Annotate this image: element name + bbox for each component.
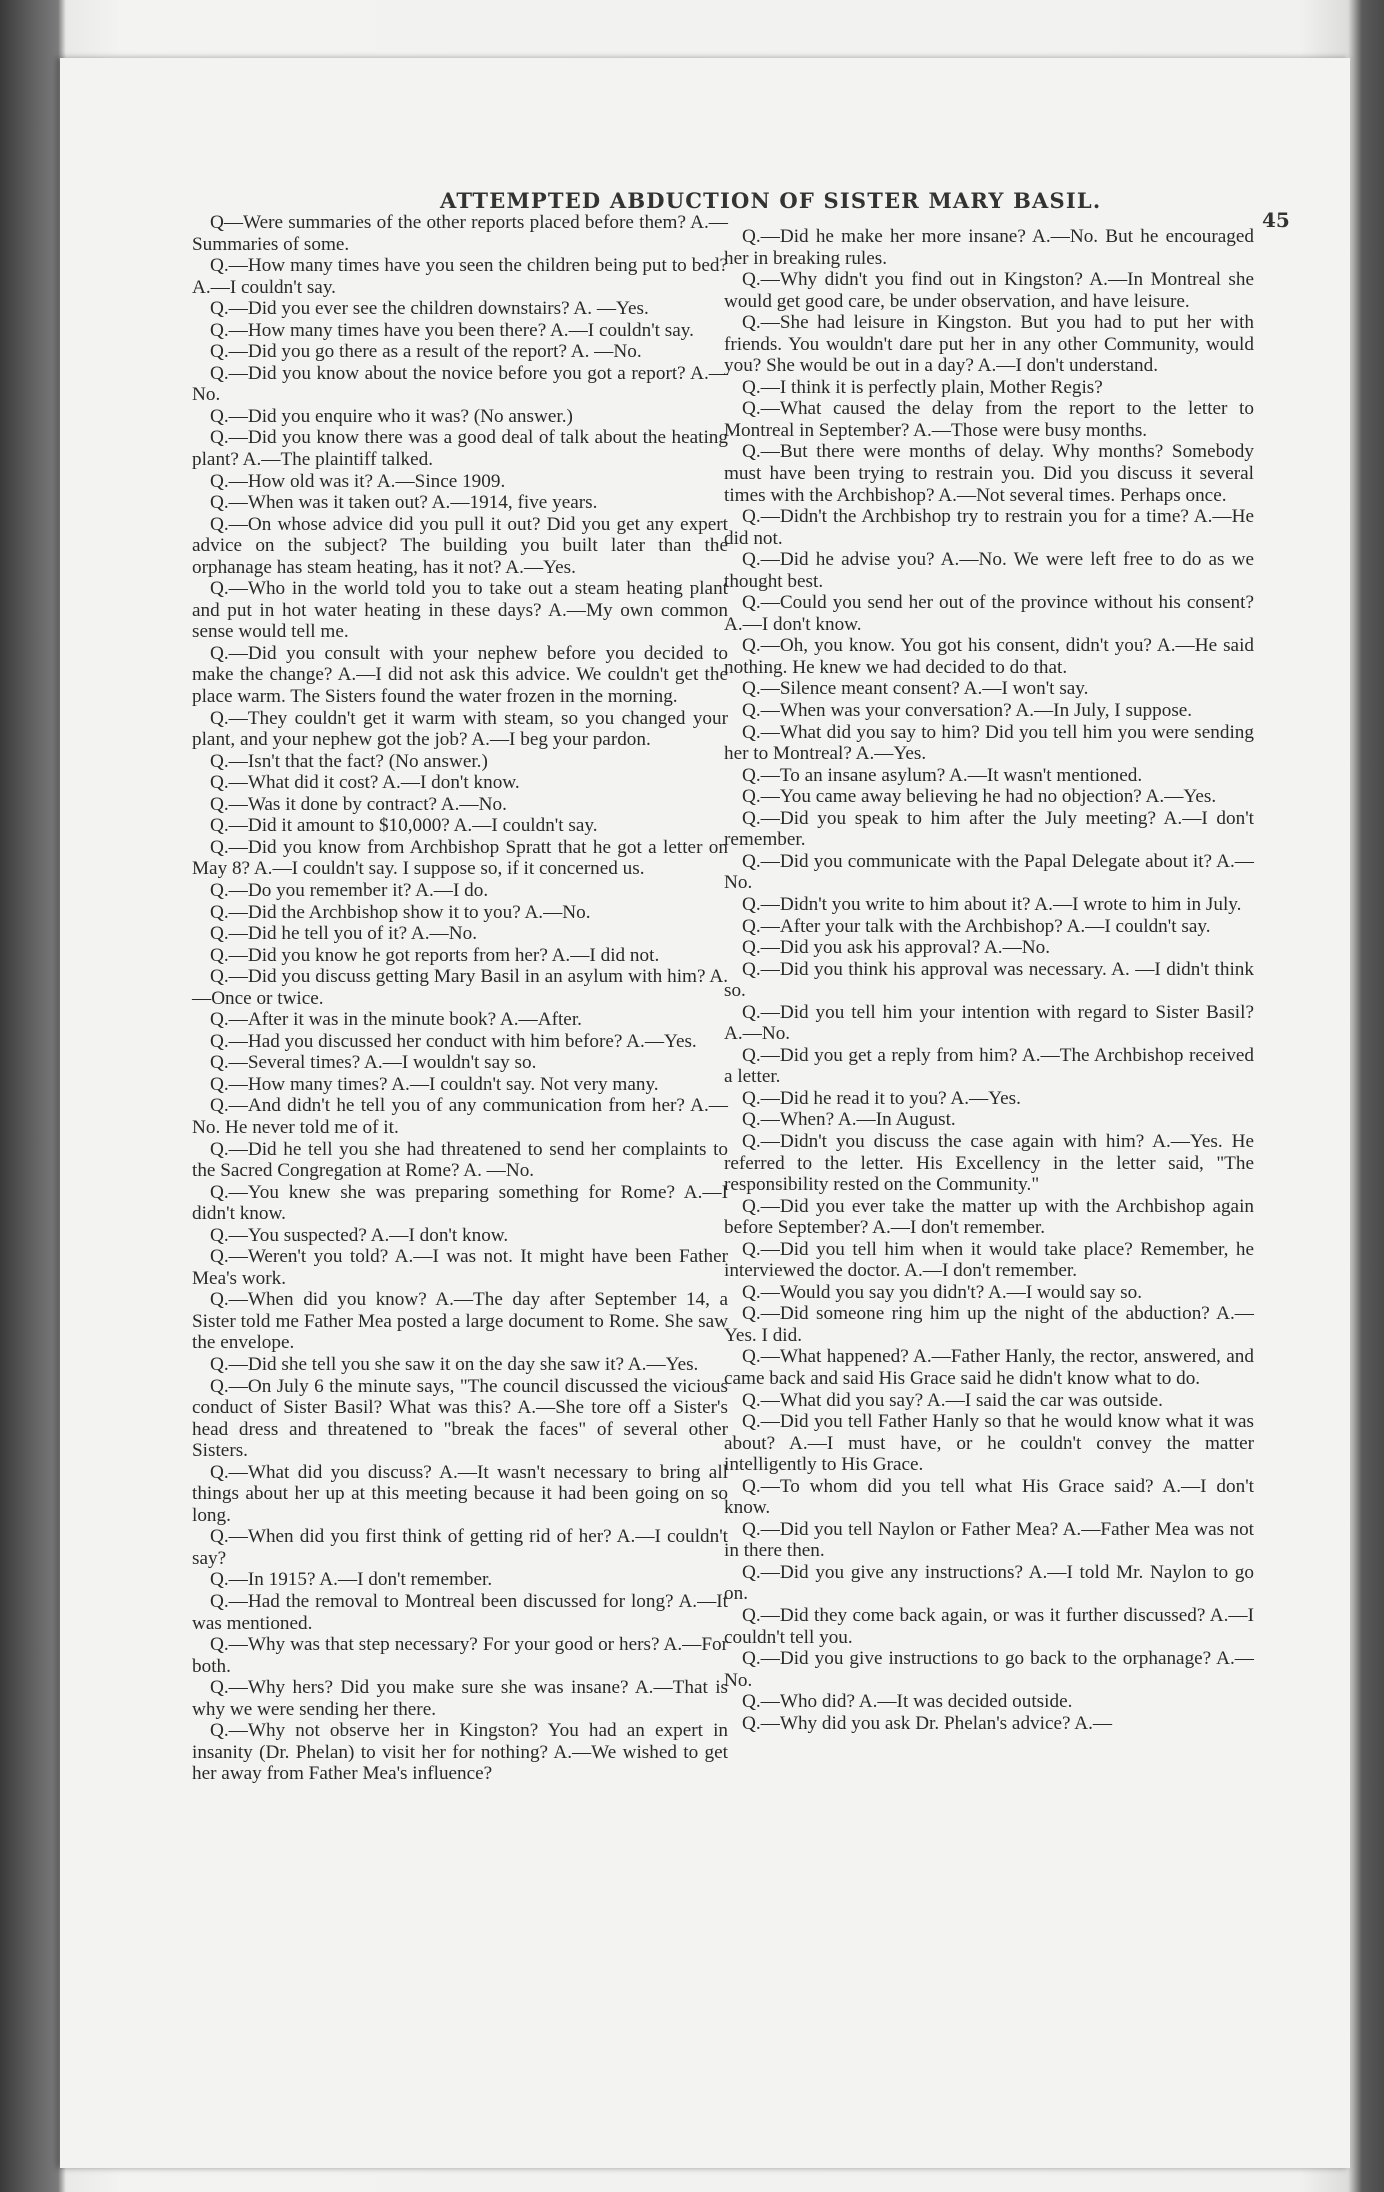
testimony-paragraph: Q.—When was your conversation? A.—In July, I suppose. (742, 700, 1193, 722)
testimony-paragraph: Q.—Did he tell you of it? A.—No. (210, 923, 477, 945)
testimony-paragraph: Q.—What did you say? A.—I said the car was outside. (742, 1389, 1163, 1411)
testimony-paragraph: Q.—Oh, you know. You got his consent, didn't you? A.—He said nothing. He knew we had decided to do that. (724, 635, 1254, 678)
testimony-paragraph: Q.—And didn't he tell you of any communication from her? A.—No. He never told me of it. (192, 1095, 728, 1138)
testimony-paragraph: Q.—When was it taken out? A.—1914, five years. (210, 492, 598, 514)
testimony-paragraph: Q.—Did you know there was a good deal of talk about the heating plant? A.—The plaintiff talked. (192, 427, 728, 471)
testimony-paragraph: Q.—Did they come back again, or was it further discussed? A.—I couldn't tell you. (724, 1605, 1254, 1648)
testimony-paragraph: Q.—After your talk with the Archbishop? A.—I couldn't say. (742, 915, 1211, 937)
left-column (192, 212, 728, 1785)
testimony-paragraph: Q.—Didn't you write to him about it? A.—I wrote to him in July. (742, 893, 1242, 915)
right-column (724, 226, 1254, 1734)
testimony-paragraph: Q.—How many times have you seen the children being put to bed? A.—I couldn't say. (192, 255, 728, 298)
testimony-paragraph: Q.—In 1915? A.—I don't remember. (210, 1569, 493, 1591)
testimony-paragraph: Q.—Did you think his approval was necessary. A. —I didn't think so. (724, 958, 1254, 1002)
testimony-paragraph: Q—Were summaries of the other reports placed before them? A.—Summaries of some. (192, 212, 728, 255)
testimony-paragraph: Q.—Did you know about the novice before you got a report? A.—No. (192, 362, 728, 406)
testimony-paragraph: Q.—Did you tell Naylon or Father Mea? A.—Father Mea was not in there then. (724, 1518, 1254, 1562)
testimony-paragraph: Q.—Did she tell you she saw it on the day she saw it? A.—Yes. (210, 1353, 699, 1375)
testimony-paragraph: Q.—On July 6 the minute says, "The council discussed the vicious conduct of Sister Basil? What was this? A.—She tore off a Sister's head dress and threatened to "break the faces" of several other Sisters. (192, 1375, 728, 1462)
testimony-paragraph: Q.—Did you give any instructions? A.—I told Mr. Naylon to go on. (724, 1561, 1254, 1605)
testimony-paragraph: Q.—Could you send her out of the province without his consent? A.—I don't know. (724, 592, 1254, 635)
testimony-paragraph: Q.—Would you say you didn't? A.—I would say so. (742, 1281, 1143, 1303)
testimony-paragraph: Q.—Why not observe her in Kingston? You had an expert in insanity (Dr. Phelan) to visit her for nothing? A.—We wished to get her away from Father Mea's influence? (192, 1720, 728, 1785)
testimony-paragraph: Q.—Had you discussed her conduct with him before? A.—Yes. (210, 1030, 697, 1052)
testimony-paragraph: Q.—Why did you ask Dr. Phelan's advice? A.— (742, 1712, 1113, 1734)
testimony-paragraph: Q.—To an insane asylum? A.—It wasn't mentioned. (742, 764, 1143, 786)
testimony-paragraph: Q.—Did you enquire who it was? (No answer.) (210, 405, 573, 427)
testimony-paragraph: Q.—Why hers? Did you make sure she was insane? A.—That is why we were sending her there. (192, 1677, 728, 1720)
testimony-paragraph: Q.—Why was that step necessary? For your good or hers? A.—For both. (192, 1634, 728, 1677)
testimony-paragraph: Q.—When did you first think of getting rid of her? A.—I couldn't say? (192, 1526, 728, 1569)
testimony-paragraph: Q.—You knew she was preparing something for Rome? A.—I didn't know. (192, 1181, 728, 1225)
testimony-paragraph: Q.—Silence meant consent? A.—I won't say. (742, 678, 1089, 700)
testimony-paragraph: Q.—What did it cost? A.—I don't know. (210, 772, 520, 794)
testimony-paragraph: Q.—Didn't the Archbishop try to restrain you for a time? A.—He did not. (724, 506, 1254, 549)
testimony-paragraph: Q.—She had leisure in Kingston. But you had to put her with friends. You wouldn't dare put her in any other Community, would you? She would be out in a day? A.—I don't understand. (724, 312, 1254, 377)
testimony-paragraph: Q.—Who in the world told you to take out a steam heating plant and put in hot water heating in these days? A.—My own common sense would tell me. (192, 578, 728, 643)
testimony-paragraph: Q.—I think it is perfectly plain, Mother Regis? (742, 376, 1103, 398)
testimony-paragraph: Q.—Isn't that the fact? (No answer.) (210, 750, 488, 772)
testimony-paragraph: Q.—Did you consult with your nephew before you decided to make the change? A.—I did not ask this advice. We couldn't get the place warm. The Sisters found the water frozen in the morning. (192, 642, 728, 708)
testimony-paragraph: Q.—Weren't you told? A.—I was not. It might have been Father Mea's work. (192, 1246, 728, 1289)
testimony-paragraph: Q.—You suspected? A.—I don't know. (210, 1224, 509, 1246)
testimony-paragraph: Q.—Several times? A.—I wouldn't say so. (210, 1052, 537, 1074)
testimony-paragraph: Q.—Did you ask his approval? A.—No. (742, 937, 1051, 959)
testimony-paragraph: Q.—Did it amount to $10,000? A.—I couldn't say. (210, 815, 598, 837)
testimony-paragraph: Q.—Who did? A.—It was decided outside. (742, 1691, 1073, 1713)
testimony-paragraph: Q.—Why didn't you find out in Kingston? A.—In Montreal she would get good care, be under observation, and have leisure. (724, 269, 1254, 312)
running-header: ATTEMPTED ABDUCTION OF SISTER MARY BASIL. (440, 188, 1102, 213)
testimony-paragraph: Q.—On whose advice did you pull it out? Did you get any expert advice on the subject? The building you built later than the orphanage has steam heating, has it not? A.—Yes. (192, 513, 728, 578)
testimony-paragraph: Q.—Was it done by contract? A.—No. (210, 793, 507, 815)
testimony-paragraph: Q.—What caused the delay from the report to the letter to Montreal in September? A.—Those were busy months. (724, 398, 1254, 441)
testimony-paragraph: Q.—After it was in the minute book? A.—After. (210, 1009, 582, 1031)
testimony-paragraph: Q.—Do you remember it? A.—I do. (210, 879, 489, 901)
testimony-paragraph: Q.—How many times have you been there? A.—I couldn't say. (210, 319, 694, 341)
testimony-paragraph: Q.—Did you know from Archbishop Spratt that he got a letter on May 8? A.—I couldn't say. I suppose so, if it concerned us. (192, 836, 728, 880)
testimony-paragraph: Q.—How old was it? A.—Since 1909. (210, 470, 506, 492)
testimony-paragraph: Q.—Did you give instructions to go back to the orphanage? A.—No. (724, 1648, 1254, 1691)
testimony-paragraph: Q.—Did you communicate with the Papal Delegate about it? A.—No. (724, 850, 1254, 894)
testimony-paragraph: Q.—Did you tell Father Hanly so that he would know what it was about? A.—I must have, or he couldn't convey the matter intelligently to His Grace. (724, 1411, 1254, 1476)
testimony-paragraph: Q.—Did you discuss getting Mary Basil in an asylum with him? A.—Once or twice. (192, 966, 728, 1009)
testimony-paragraph: Q.—Did you get a reply from him? A.—The Archbishop received a letter. (724, 1044, 1254, 1088)
testimony-paragraph: Q.—When? A.—In August. (742, 1109, 956, 1131)
testimony-paragraph: Q.—What did you discuss? A.—It wasn't necessary to bring all things about her up at this meeting because it had been going on so long. (192, 1461, 728, 1526)
testimony-paragraph: Q.—Did he tell you she had threatened to send her complaints to the Sacred Congregation at Rome? A. —No. (192, 1138, 728, 1182)
testimony-paragraph: Q.—Did you tell him when it would take place? Remember, he interviewed the doctor. A.—I don't remember. (724, 1238, 1254, 1282)
testimony-paragraph: Q.—But there were months of delay. Why months? Somebody must have been trying to restrain you. Did you discuss it several times with the Archbishop? A.—Not several times. Perhaps once. (724, 441, 1254, 506)
testimony-paragraph: Q.—Did he make her more insane? A.—No. But he encouraged her in breaking rules. (724, 226, 1254, 269)
page-number: 45 (1262, 208, 1290, 232)
testimony-paragraph: Q.—To whom did you tell what His Grace said? A.—I don't know. (724, 1475, 1254, 1519)
testimony-paragraph: Q.—Did you ever see the children downstairs? A. —Yes. (210, 298, 649, 320)
testimony-paragraph: Q.—How many times? A.—I couldn't say. Not very many. (210, 1073, 659, 1095)
testimony-paragraph: Q.—Did you ever take the matter up with the Archbishop again before September? A.—I don't remember. (724, 1195, 1254, 1239)
testimony-paragraph: Q.—Did someone ring him up the night of the abduction? A.—Yes. I did. (724, 1303, 1254, 1346)
testimony-paragraph: Q.—Did the Archbishop show it to you? A.—No. (210, 901, 591, 923)
testimony-paragraph: Q.—Didn't you discuss the case again with him? A.—Yes. He referred to the letter. His Excellency in the letter said, "The responsibility rested on the Community." (724, 1130, 1254, 1196)
testimony-paragraph: Q.—Did you tell him your intention with regard to Sister Basil? A.—No. (724, 1001, 1254, 1045)
testimony-paragraph: Q.—Had the removal to Montreal been discussed for long? A.—It was mentioned. (192, 1591, 728, 1634)
testimony-paragraph: Q.—They couldn't get it warm with steam, so you changed your plant, and your nephew got the job? A.—I beg your pardon. (192, 707, 728, 751)
testimony-paragraph: Q.—Did he read it to you? A.—Yes. (742, 1087, 1021, 1109)
testimony-paragraph: Q.—When did you know? A.—The day after September 14, a Sister told me Father Mea posted a large document to Rome. She saw the envelope. (192, 1289, 728, 1354)
testimony-paragraph: Q.—Did he advise you? A.—No. We were left free to do as we thought best. (724, 549, 1254, 592)
testimony-paragraph: Q.—Did you go there as a result of the report? A. —No. (210, 341, 642, 363)
testimony-paragraph: Q.—You came away believing he had no objection? A.—Yes. (742, 786, 1217, 808)
testimony-paragraph: Q.—Did you know he got reports from her? A.—I did not. (210, 944, 660, 966)
testimony-paragraph: Q.—Did you speak to him after the July meeting? A.—I don't remember. (724, 807, 1254, 851)
testimony-paragraph: Q.—What did you say to him? Did you tell him you were sending her to Montreal? A.—Yes. (724, 721, 1254, 765)
testimony-paragraph: Q.—What happened? A.—Father Hanly, the rector, answered, and came back and said His Grace said he didn't know what to do. (724, 1346, 1254, 1389)
